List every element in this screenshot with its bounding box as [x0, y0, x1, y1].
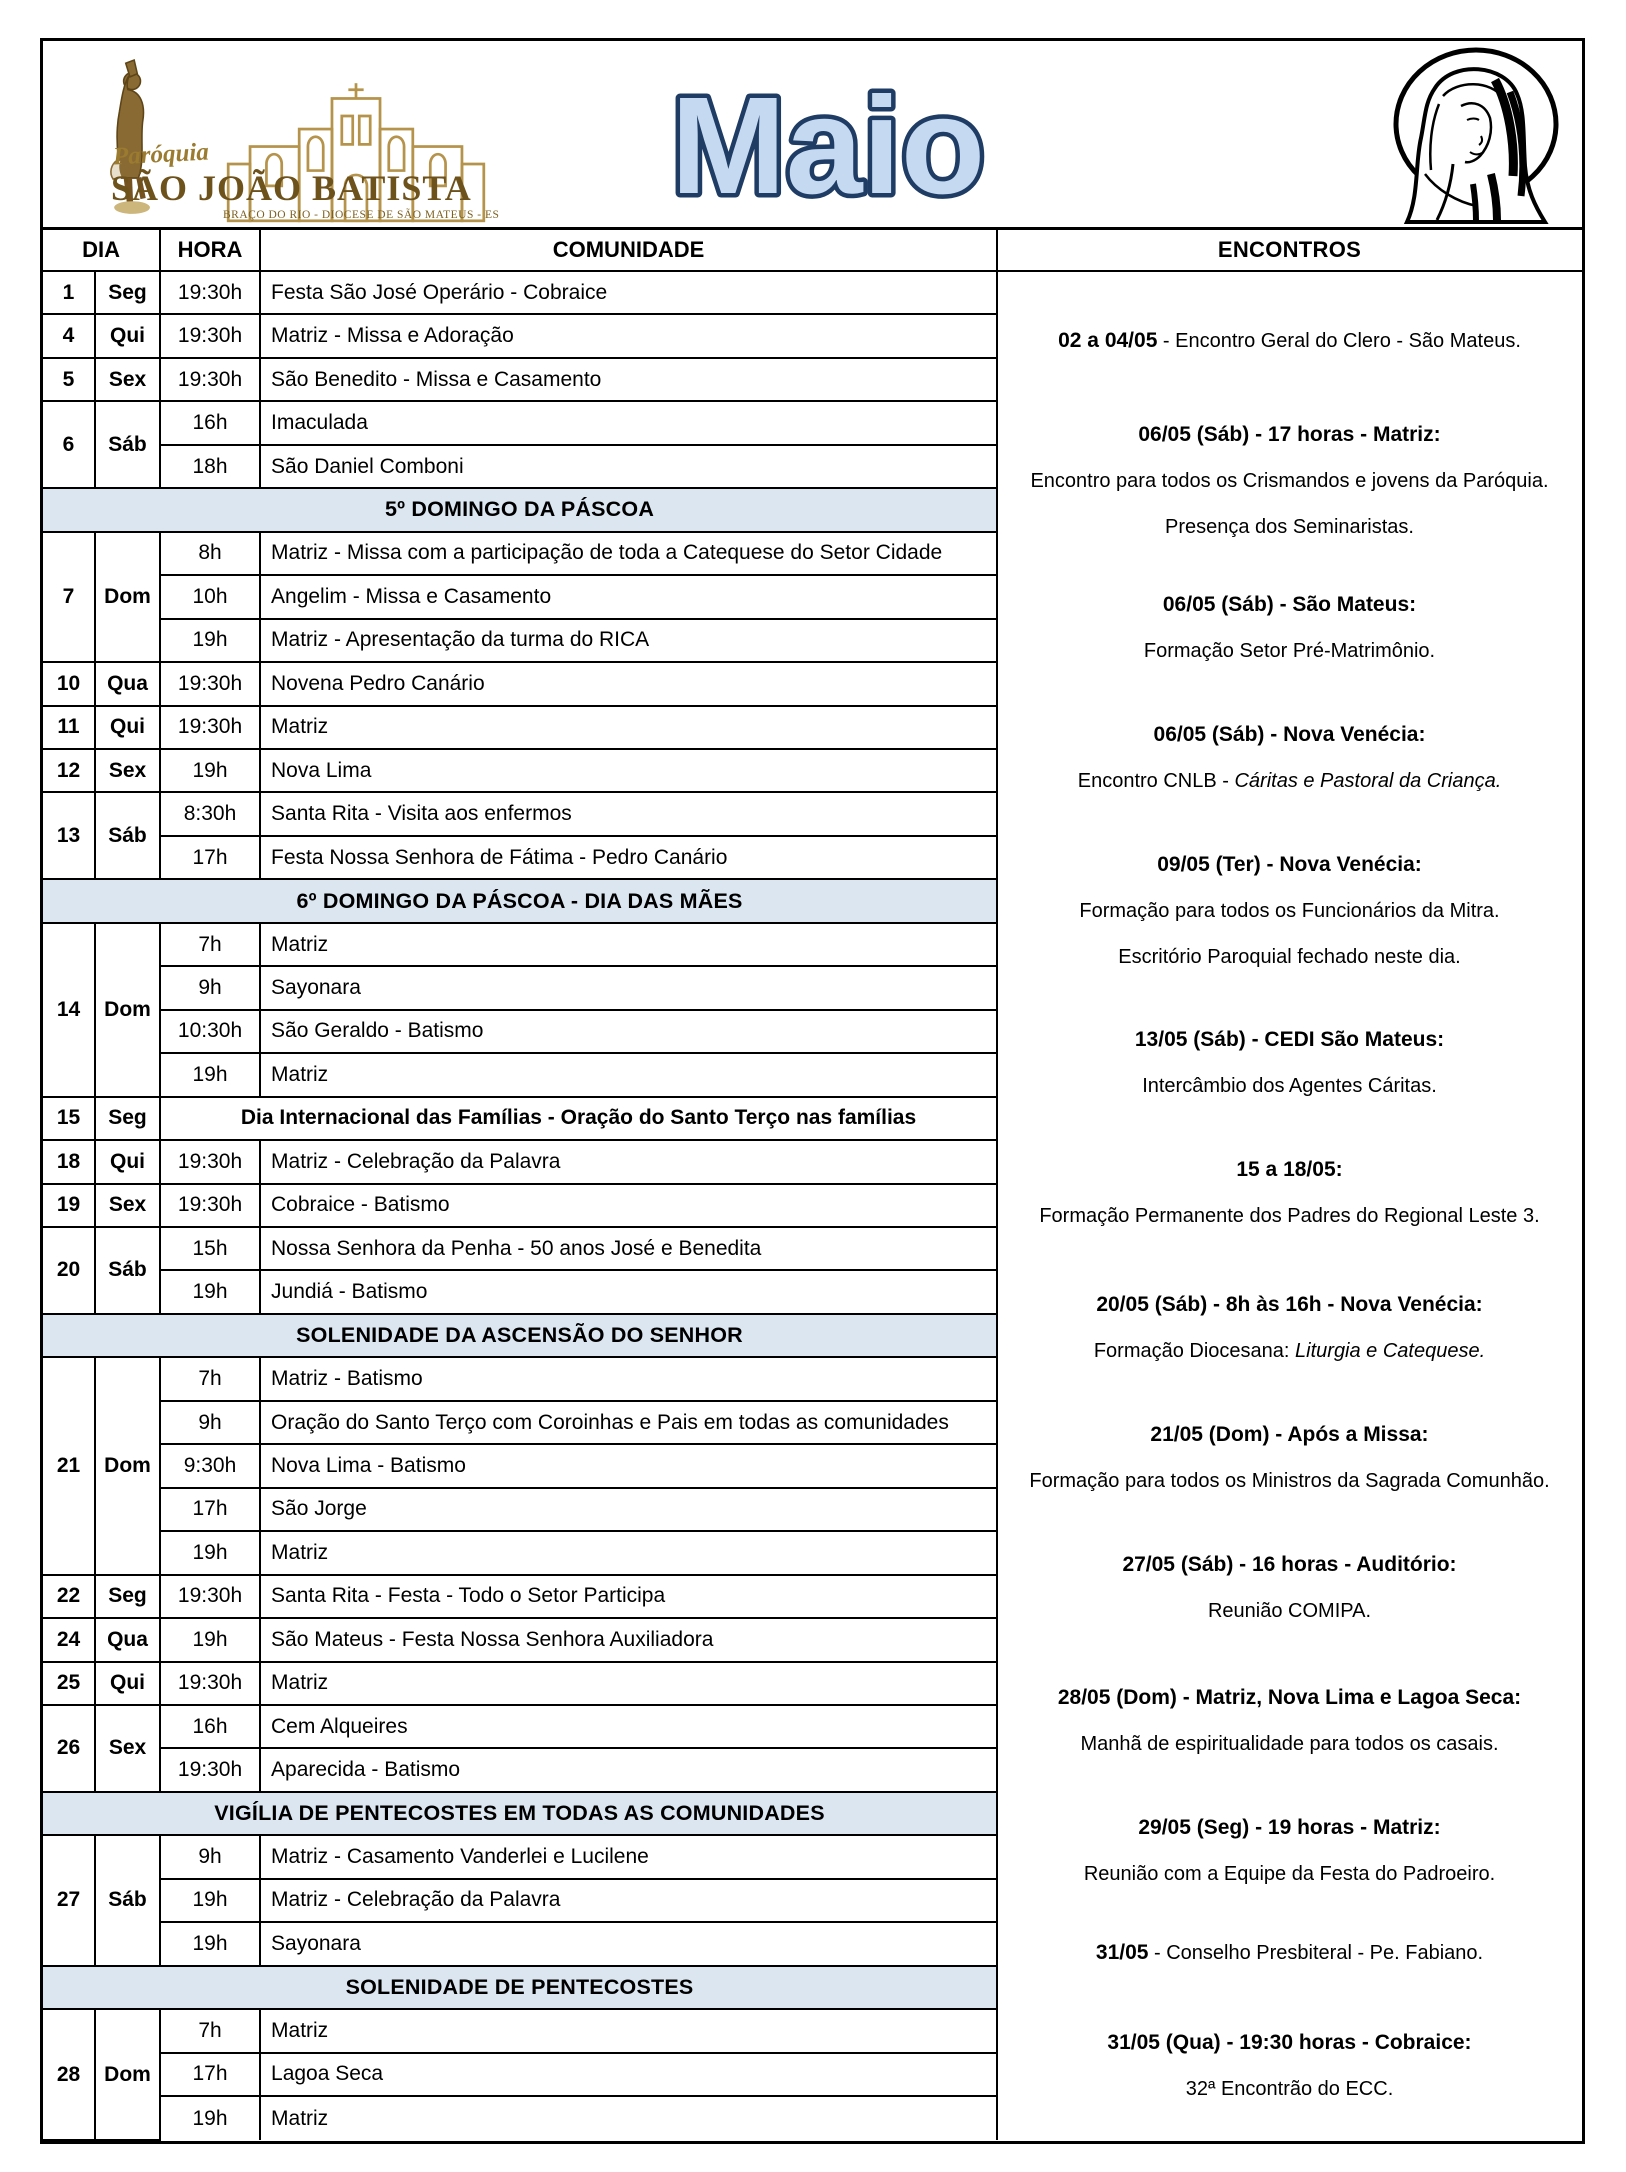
- event-row: [43, 1748, 997, 1791]
- day-number-cell: 18: [43, 1140, 95, 1183]
- section-title: SOLENIDADE DA ASCENSÃO DO SENHOR: [43, 1314, 997, 1357]
- hora-cell: 19h: [160, 2096, 260, 2140]
- event-row: [43, 749, 997, 792]
- section-row: [43, 1966, 997, 2009]
- event-row: [43, 401, 997, 444]
- hora-cell: 9h: [160, 1401, 260, 1444]
- weekday-cell: Sáb: [95, 1227, 160, 1314]
- encontro-item: [997, 1412, 1582, 1504]
- weekday-cell: Seg: [95, 1097, 160, 1140]
- hora-cell: 19:30h: [160, 1748, 260, 1791]
- weekday-cell: Qui: [95, 1140, 160, 1183]
- comunidade-cell: Matriz: [260, 1662, 997, 1705]
- hora-cell: 16h: [160, 1705, 260, 1748]
- month-title: [608, 69, 1048, 227]
- weekday-cell: Qui: [95, 1662, 160, 1705]
- comunidade-cell: Cobraice - Batismo: [260, 1184, 997, 1227]
- encontro-line: 29/05 (Seg) - 19 horas - Matriz:: [1138, 1816, 1441, 1839]
- hora-cell: 7h: [160, 2009, 260, 2052]
- encontro-line: Formação Diocesana: Liturgia e Catequese.: [1093, 1340, 1486, 1362]
- day-number-cell: 13: [43, 792, 95, 879]
- comunidade-cell: Nova Lima: [260, 749, 997, 792]
- event-row: [43, 2053, 997, 2096]
- comunidade-cell: Angelim - Missa e Casamento: [260, 575, 997, 618]
- day-number-cell: 24: [43, 1618, 95, 1661]
- day-number-cell: 27: [43, 1835, 95, 1965]
- event-row: [43, 1705, 997, 1748]
- hora-cell: 19h: [160, 749, 260, 792]
- encontro-line: 06/05 (Sáb) - São Mateus:: [1162, 593, 1417, 616]
- encontro-line: 32ª Encontrão do ECC.: [1185, 2078, 1394, 2100]
- encontro-line: 20/05 (Sáb) - 8h às 16h - Nova Venécia:: [1096, 1293, 1483, 1316]
- section-title: VIGÍLIA DE PENTECOSTES EM TODAS AS COMUNIDADES: [43, 1792, 997, 1835]
- comunidade-cell: Oração do Santo Terço com Coroinhas e Pais em todas as comunidades: [260, 1401, 997, 1444]
- weekday-cell: Dom: [95, 2009, 160, 2140]
- comunidade-cell: Sayonara: [260, 966, 997, 1009]
- day-number-cell: 25: [43, 1662, 95, 1705]
- hora-cell: 19h: [160, 1618, 260, 1661]
- hora-cell: 19:30h: [160, 1184, 260, 1227]
- section-row: [43, 1792, 997, 1835]
- hora-cell: 19:30h: [160, 1575, 260, 1618]
- comunidade-cell: Matriz: [260, 2009, 997, 2052]
- hora-cell: 7h: [160, 923, 260, 966]
- comunidade-cell: Matriz - Missa com a participação de toda a Catequese do Setor Cidade: [260, 532, 997, 575]
- comunidade-cell: Cem Alqueires: [260, 1705, 997, 1748]
- encontro-line: Formação para todos os Ministros da Sagrada Comunhão.: [1029, 1470, 1550, 1492]
- encontro-item: [997, 1282, 1582, 1374]
- parish-logo: [73, 49, 543, 225]
- event-row: [43, 1053, 997, 1096]
- comunidade-cell: São Jorge: [260, 1488, 997, 1531]
- encontro-line: 28/05 (Dom) - Matriz, Nova Lima e Lagoa Seca:: [1057, 1686, 1522, 1709]
- weekday-cell: Qua: [95, 662, 160, 705]
- encontro-line: 31/05 (Qua) - 19:30 horas - Cobraice:: [1107, 2031, 1472, 2054]
- day-number-cell: 12: [43, 749, 95, 792]
- encontro-line: Formação para todos os Funcionários da Mitra.: [1079, 900, 1500, 922]
- encontro-line: 15 a 18/05:: [1236, 1158, 1343, 1181]
- weekday-cell: Sáb: [95, 1835, 160, 1965]
- event-row: [43, 923, 997, 966]
- encontro-item: [997, 1147, 1582, 1239]
- encontro-line: 06/05 (Sáb) - Nova Venécia:: [1153, 723, 1426, 746]
- event-row: [43, 1010, 997, 1053]
- event-row: [43, 1922, 997, 1965]
- encontro-line: Encontro CNLB - Cáritas e Pastoral da Criança.: [1077, 770, 1502, 792]
- encontro-item: [997, 412, 1582, 550]
- day-number-cell: 20: [43, 1227, 95, 1314]
- encontro-line: 09/05 (Ter) - Nova Venécia:: [1157, 853, 1422, 876]
- event-row: [43, 836, 997, 879]
- comunidade-cell: Matriz - Celebração da Palavra: [260, 1140, 997, 1183]
- event-row: [43, 532, 997, 575]
- section-title: SOLENIDADE DE PENTECOSTES: [43, 1966, 997, 2009]
- day-number-cell: 7: [43, 532, 95, 662]
- encontro-line: Encontro para todos os Crismandos e jovens da Paróquia.: [1030, 470, 1549, 492]
- encontro-line: Formação Permanente dos Padres do Regional Leste 3.: [1039, 1205, 1540, 1227]
- note-row: [43, 1097, 997, 1140]
- event-row: [43, 1835, 997, 1878]
- hora-cell: 17h: [160, 836, 260, 879]
- hora-cell: 9h: [160, 966, 260, 1009]
- header-encontros: ENCONTROS: [997, 230, 1582, 272]
- hora-cell: 19:30h: [160, 662, 260, 705]
- encontro-item: [997, 1930, 1582, 1976]
- event-row: [43, 1401, 997, 1444]
- comunidade-cell: Novena Pedro Canário: [260, 662, 997, 705]
- comunidade-cell: Matriz - Casamento Vanderlei e Lucilene: [260, 1835, 997, 1878]
- hora-cell: 19h: [160, 1270, 260, 1313]
- day-number-cell: 11: [43, 706, 95, 749]
- encontro-item: [997, 712, 1582, 804]
- comunidade-cell: Lagoa Seca: [260, 2053, 997, 2096]
- schedule-area: [43, 227, 1582, 2141]
- encontro-line: 02 a 04/05 - Encontro Geral do Clero - São Mateus.: [1058, 329, 1521, 352]
- weekday-cell: Seg: [95, 1575, 160, 1618]
- comunidade-cell: Sayonara: [260, 1922, 997, 1965]
- month-title-text: Maio: [670, 69, 986, 223]
- encontro-line: Escritório Paroquial fechado neste dia.: [1118, 946, 1461, 968]
- hora-cell: 19h: [160, 1922, 260, 1965]
- event-row: [43, 314, 997, 357]
- event-row: [43, 1444, 997, 1487]
- comunidade-cell: São Benedito - Missa e Casamento: [260, 358, 997, 401]
- comunidade-cell: São Daniel Comboni: [260, 445, 997, 488]
- comunidade-cell: Matriz: [260, 923, 997, 966]
- encontros-body: [997, 272, 1582, 2141]
- comunidade-cell: Matriz: [260, 706, 997, 749]
- comunidade-cell: Nova Lima - Batismo: [260, 1444, 997, 1487]
- logo-name-label: SÃO JOÃO BATISTA: [111, 168, 472, 208]
- comunidade-cell: Santa Rita - Festa - Todo o Setor Participa: [260, 1575, 997, 1618]
- encontro-line: 06/05 (Sáb) - 17 horas - Matriz:: [1138, 423, 1441, 446]
- hora-cell: 16h: [160, 401, 260, 444]
- encontro-line: 13/05 (Sáb) - CEDI São Mateus:: [1134, 1028, 1445, 1051]
- encontro-line: Reunião COMIPA.: [1207, 1600, 1372, 1622]
- day-number-cell: 14: [43, 923, 95, 1097]
- event-row: [43, 1618, 997, 1661]
- encontro-line: Manhã de espiritualidade para todos os casais.: [1080, 1733, 1499, 1755]
- hora-cell: 8h: [160, 532, 260, 575]
- event-row: [43, 1879, 997, 1922]
- comunidade-cell: Matriz: [260, 2096, 997, 2140]
- event-row: [43, 619, 997, 662]
- event-row: [43, 1140, 997, 1183]
- masthead: [43, 41, 1582, 227]
- event-row: [43, 271, 997, 314]
- event-row: [43, 358, 997, 401]
- comunidade-cell: Jundiá - Batismo: [260, 1270, 997, 1313]
- comunidade-cell: Matriz - Apresentação da turma do RICA: [260, 619, 997, 662]
- event-row: [43, 1531, 997, 1574]
- event-row: [43, 1575, 997, 1618]
- comunidade-cell: Festa São José Operário - Cobraice: [260, 271, 997, 314]
- day-number-cell: 5: [43, 358, 95, 401]
- hora-cell: 15h: [160, 1227, 260, 1270]
- encontro-item: [997, 582, 1582, 674]
- day-number-cell: 26: [43, 1705, 95, 1792]
- event-row: [43, 575, 997, 618]
- encontro-item: [997, 2020, 1582, 2112]
- header-comunidade: COMUNIDADE: [260, 230, 997, 271]
- hora-cell: 7h: [160, 1357, 260, 1400]
- encontro-line: Reunião com a Equipe da Festa do Padroeiro.: [1083, 1863, 1496, 1885]
- comunidade-cell: Matriz: [260, 1053, 997, 1096]
- header-dia: DIA: [43, 230, 160, 271]
- hora-cell: 19:30h: [160, 358, 260, 401]
- hora-cell: 17h: [160, 1488, 260, 1531]
- event-row: [43, 1184, 997, 1227]
- weekday-cell: Sáb: [95, 401, 160, 488]
- comunidade-cell: São Mateus - Festa Nossa Senhora Auxiliadora: [260, 1618, 997, 1661]
- comunidade-cell: Matriz - Missa e Adoração: [260, 314, 997, 357]
- calendar-page: [40, 38, 1585, 2144]
- weekday-cell: Qui: [95, 706, 160, 749]
- event-row: [43, 1662, 997, 1705]
- comunidade-cell: Nossa Senhora da Penha - 50 anos José e Benedita: [260, 1227, 997, 1270]
- encontros-column: [997, 230, 1582, 2141]
- event-row: [43, 1270, 997, 1313]
- encontro-item: [997, 318, 1582, 364]
- hora-cell: 10h: [160, 575, 260, 618]
- day-number-cell: 22: [43, 1575, 95, 1618]
- comunidade-cell: Matriz - Batismo: [260, 1357, 997, 1400]
- comunidade-cell: Matriz - Celebração da Palavra: [260, 1879, 997, 1922]
- day-number-cell: 4: [43, 314, 95, 357]
- hora-cell: 19:30h: [160, 1140, 260, 1183]
- event-row: [43, 445, 997, 488]
- day-number-cell: 19: [43, 1184, 95, 1227]
- day-number-cell: 6: [43, 401, 95, 488]
- weekday-cell: Qui: [95, 314, 160, 357]
- weekday-cell: Sáb: [95, 792, 160, 879]
- logo-subtitle-label: BRAÇO DO RIO - DIOCESE DE SÃO MATEUS - ES: [223, 209, 500, 221]
- weekday-cell: Dom: [95, 923, 160, 1097]
- encontro-line: 27/05 (Sáb) - 16 horas - Auditório:: [1122, 1553, 1457, 1576]
- hora-cell: 19h: [160, 1053, 260, 1096]
- encontro-line: Intercâmbio dos Agentes Cáritas.: [1142, 1075, 1437, 1097]
- hora-cell: 19h: [160, 1531, 260, 1574]
- hora-cell: 10:30h: [160, 1010, 260, 1053]
- schedule-table: [43, 230, 998, 2141]
- weekday-cell: Sex: [95, 1705, 160, 1792]
- event-row: [43, 2096, 997, 2140]
- section-row: [43, 1314, 997, 1357]
- hora-cell: 9h: [160, 1835, 260, 1878]
- comunidade-cell: Festa Nossa Senhora de Fátima - Pedro Canário: [260, 836, 997, 879]
- event-row: [43, 966, 997, 1009]
- section-row: [43, 879, 997, 922]
- comunidade-cell: Aparecida - Batismo: [260, 1748, 997, 1791]
- hora-cell: 19h: [160, 1879, 260, 1922]
- weekday-cell: Seg: [95, 271, 160, 314]
- event-row: [43, 662, 997, 705]
- day-number-cell: 15: [43, 1097, 95, 1140]
- note-cell: Dia Internacional das Famílias - Oração do Santo Terço nas famílias: [160, 1097, 997, 1140]
- virgin-mary-image: [1373, 44, 1578, 226]
- logo-script-label: Paróquia: [112, 138, 210, 171]
- comunidade-cell: Santa Rita - Visita aos enfermos: [260, 792, 997, 835]
- encontro-item: [997, 1805, 1582, 1897]
- weekday-cell: Sex: [95, 749, 160, 792]
- event-row: [43, 2009, 997, 2052]
- encontro-item: [997, 1017, 1582, 1109]
- section-title: 5º DOMINGO DA PÁSCOA: [43, 488, 997, 531]
- hora-cell: 8:30h: [160, 792, 260, 835]
- table-header-row: [43, 230, 997, 271]
- weekday-cell: Sex: [95, 358, 160, 401]
- hora-cell: 9:30h: [160, 1444, 260, 1487]
- event-row: [43, 1488, 997, 1531]
- hora-cell: 18h: [160, 445, 260, 488]
- comunidade-cell: Imaculada: [260, 401, 997, 444]
- weekday-cell: Qua: [95, 1618, 160, 1661]
- encontro-line: Formação Setor Pré-Matrimônio.: [1143, 640, 1436, 662]
- encontro-line: Presença dos Seminaristas.: [1164, 516, 1414, 538]
- event-row: [43, 1227, 997, 1270]
- hora-cell: 19:30h: [160, 271, 260, 314]
- event-row: [43, 792, 997, 835]
- hora-cell: 19h: [160, 619, 260, 662]
- comunidade-cell: Matriz: [260, 1531, 997, 1574]
- day-number-cell: 1: [43, 271, 95, 314]
- encontro-line: 31/05 - Conselho Presbiteral - Pe. Fabiano.: [1095, 1941, 1484, 1964]
- encontro-item: [997, 1675, 1582, 1767]
- day-number-cell: 21: [43, 1357, 95, 1574]
- encontro-item: [997, 1542, 1582, 1634]
- encontro-line: 21/05 (Dom) - Após a Missa:: [1150, 1423, 1429, 1446]
- event-row: [43, 1357, 997, 1400]
- section-row: [43, 488, 997, 531]
- section-title: 6º DOMINGO DA PÁSCOA - DIA DAS MÃES: [43, 879, 997, 922]
- weekday-cell: Dom: [95, 532, 160, 662]
- event-row: [43, 706, 997, 749]
- header-hora: HORA: [160, 230, 260, 271]
- comunidade-cell: São Geraldo - Batismo: [260, 1010, 997, 1053]
- hora-cell: 19:30h: [160, 1662, 260, 1705]
- encontro-item: [997, 842, 1582, 980]
- hora-cell: 19:30h: [160, 314, 260, 357]
- day-number-cell: 28: [43, 2009, 95, 2140]
- day-number-cell: 10: [43, 662, 95, 705]
- weekday-cell: Sex: [95, 1184, 160, 1227]
- hora-cell: 19:30h: [160, 706, 260, 749]
- hora-cell: 17h: [160, 2053, 260, 2096]
- weekday-cell: Dom: [95, 1357, 160, 1574]
- schedule-left: [43, 230, 997, 2141]
